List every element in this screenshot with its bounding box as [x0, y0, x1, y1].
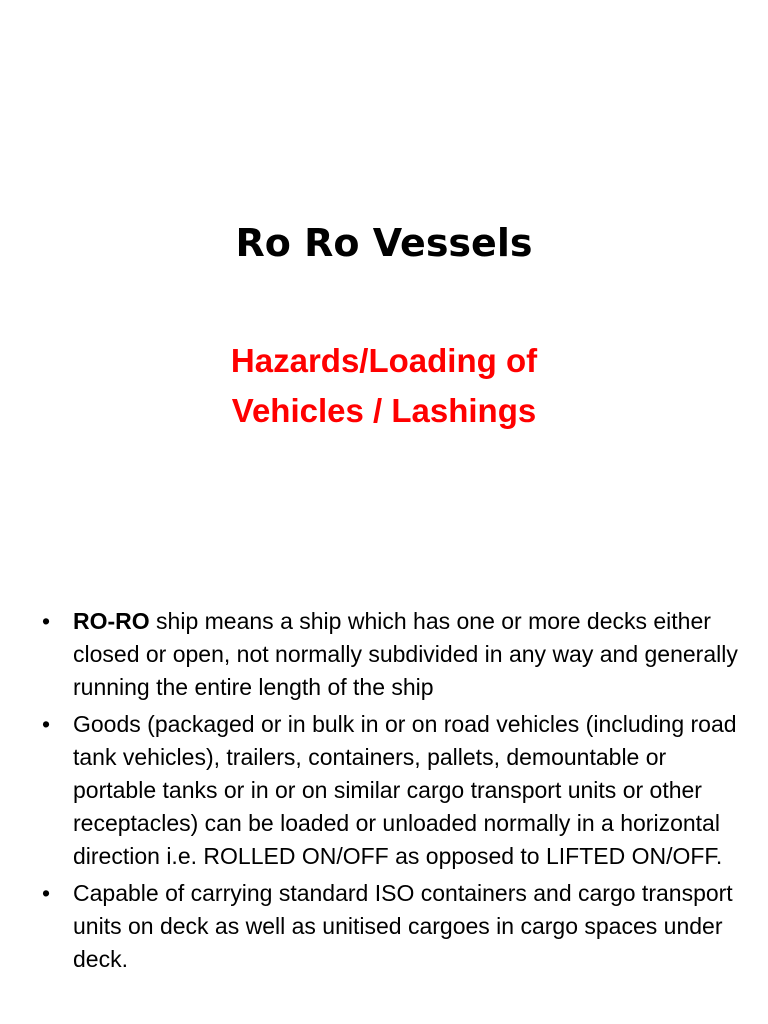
bullet-text: Capable of carrying standard ISO containers and cargo transport units on deck as well as unitised cargoes in cargo spaces under deck.	[73, 880, 733, 972]
subtitle-line-1: Hazards/Loading of	[230, 342, 538, 379]
bullet-text: ship means a ship which has one or more decks either closed or open, not normally subdivided in any way and generally running the entire length of the ship	[73, 608, 738, 700]
slide-subtitle	[0, 336, 768, 436]
bullet-icon: •	[42, 608, 51, 634]
bullet-list	[40, 605, 750, 980]
bullet-icon: •	[42, 711, 51, 737]
bullet-icon: •	[42, 880, 51, 906]
bullet-item-goods	[40, 708, 750, 873]
subtitle-line-2: Vehicles / Lashings	[231, 392, 537, 429]
bullet-item-ro-ro-definition	[40, 605, 750, 704]
bullet-bold-term: RO-RO	[73, 608, 150, 634]
bullet-item-capability	[40, 877, 750, 976]
bullet-text: Goods (packaged or in bulk in or on road vehicles (including road tank vehicles), trailers, containers, pallets, demountable or portable tanks or in or on similar cargo transport units or other receptacles) can be loaded or unloaded normally in a horizontal direction i.e. ROLLED ON/OFF as opposed to LIFTED ON/OFF.	[73, 711, 737, 869]
slide-title: Ro Ro Vessels	[235, 221, 533, 265]
